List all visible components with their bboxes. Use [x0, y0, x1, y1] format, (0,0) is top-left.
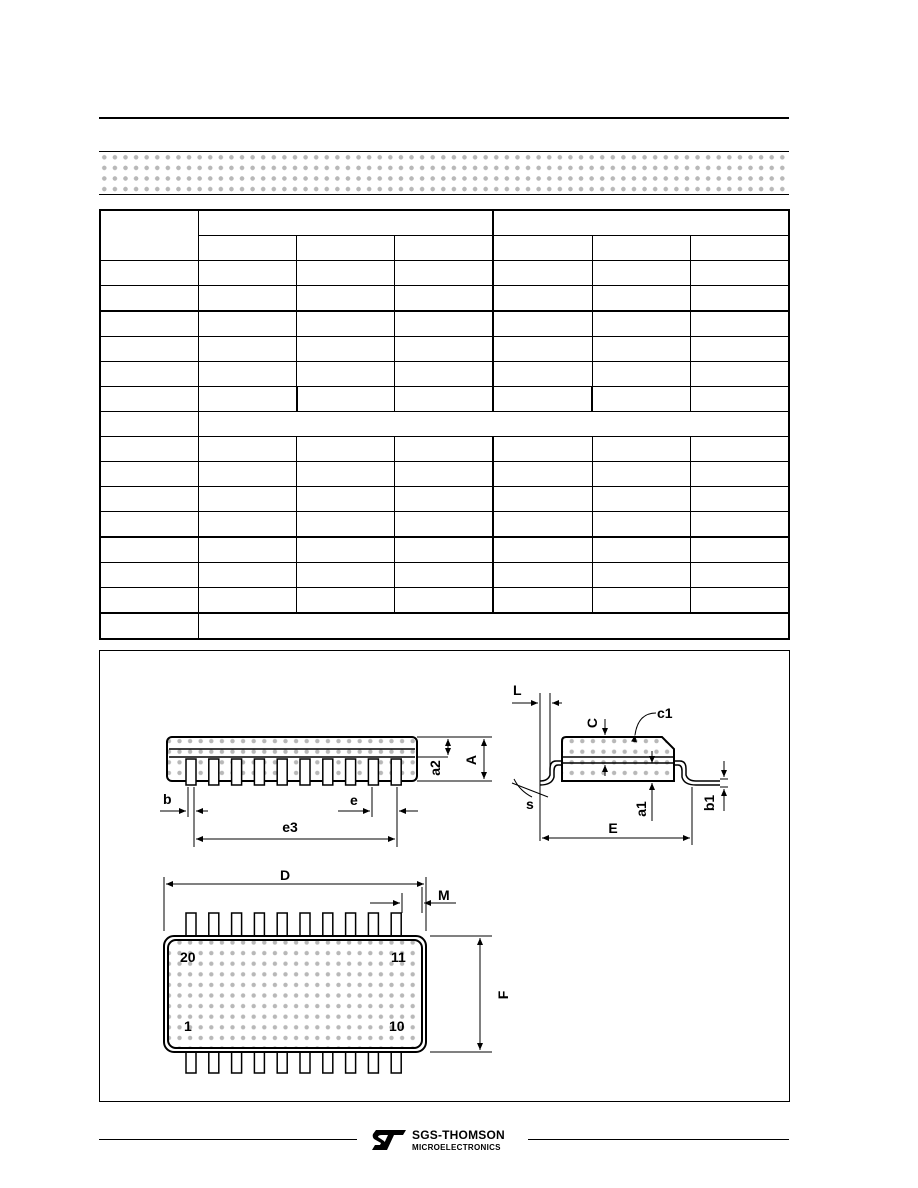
side-lead: [391, 759, 401, 785]
bottom-lead: [368, 1051, 378, 1073]
label-C: C: [584, 717, 600, 729]
table-row: [100, 537, 789, 563]
package-outline-svg: [100, 651, 789, 1101]
top-view-leads-top: [186, 913, 401, 937]
label-a1: a1: [633, 801, 649, 817]
header-cell-inch: [493, 210, 789, 236]
pin-label-10: 10: [389, 1018, 405, 1034]
table-row-merged: [100, 613, 789, 639]
table-row: [100, 588, 789, 614]
footer-rule-right: [528, 1139, 789, 1140]
side-view: [160, 737, 492, 847]
table-row-merged: [100, 412, 789, 437]
header-cell-mm: [198, 210, 493, 236]
footer-rule-left: [99, 1139, 357, 1140]
table-row: [100, 337, 789, 362]
label-F: F: [495, 990, 511, 1000]
end-view: [512, 682, 728, 845]
top-view: [164, 867, 511, 1073]
table-row: [100, 487, 789, 512]
top-lead: [277, 913, 287, 937]
table-cell: [395, 236, 493, 261]
label-L: L: [513, 682, 522, 698]
table-cell: [691, 236, 789, 261]
side-lead: [277, 759, 287, 785]
table-row: [100, 462, 789, 487]
label-D: D: [279, 867, 291, 883]
top-view-leads-bottom: [186, 1051, 401, 1073]
top-view-body: [168, 940, 422, 1048]
label-M: M: [438, 887, 450, 903]
package-drawing: [99, 650, 790, 1102]
side-lead: [232, 759, 242, 785]
table-header-row: [100, 210, 789, 236]
bottom-lead: [254, 1051, 264, 1073]
st-logo-icon: [370, 1127, 410, 1153]
table-row: [100, 286, 789, 312]
pin-label-11: 11: [391, 949, 406, 965]
table-row: [100, 362, 789, 387]
bottom-lead: [277, 1051, 287, 1073]
bottom-lead: [209, 1051, 219, 1073]
side-view-body: [167, 737, 417, 781]
label-e: e: [350, 792, 358, 808]
side-lead: [323, 759, 333, 785]
top-lead: [323, 913, 333, 937]
table-row: [100, 261, 789, 286]
top-lead: [391, 913, 401, 937]
side-lead: [300, 759, 310, 785]
bottom-lead: [323, 1051, 333, 1073]
bottom-lead: [300, 1051, 310, 1073]
table-cell: [297, 236, 395, 261]
side-lead: [186, 759, 196, 785]
brand-subtitle: MICROELECTRONICS: [412, 1143, 501, 1152]
table-subheader-row: [100, 236, 789, 261]
label-b1: b1: [701, 794, 717, 812]
side-lead: [209, 759, 219, 785]
top-lead: [368, 913, 378, 937]
table-row: [100, 437, 789, 462]
label-c1: c1: [657, 705, 673, 721]
top-lead: [346, 913, 356, 937]
side-lead: [346, 759, 356, 785]
label-e3: e3: [282, 819, 298, 835]
brand-name: SGS-THOMSON: [412, 1128, 505, 1142]
bottom-lead: [186, 1051, 196, 1073]
side-lead: [368, 759, 378, 785]
header-cell-dim: [100, 210, 198, 261]
table-cell: [493, 236, 592, 261]
bottom-lead: [232, 1051, 242, 1073]
label-b: b: [163, 791, 172, 807]
table-row: [100, 512, 789, 538]
side-lead: [254, 759, 264, 785]
bottom-lead: [346, 1051, 356, 1073]
label-E: E: [608, 820, 618, 836]
label-a2: a2: [427, 760, 443, 776]
label-s: s: [526, 796, 534, 812]
table-row: [100, 387, 789, 412]
header-rule: [99, 117, 789, 119]
pin-label-20: 20: [180, 949, 196, 965]
top-lead: [300, 913, 310, 937]
table-cell: [592, 236, 690, 261]
top-lead: [209, 913, 219, 937]
top-lead: [232, 913, 242, 937]
table-row: [100, 563, 789, 588]
pin-label-1: 1: [184, 1018, 192, 1034]
label-A: A: [463, 754, 479, 766]
top-lead: [186, 913, 196, 937]
dimensions-table: [99, 209, 790, 640]
title-bar: [99, 151, 789, 195]
table-cell: [198, 236, 296, 261]
end-view-body: [562, 737, 674, 781]
table-row: [100, 311, 789, 337]
top-lead: [254, 913, 264, 937]
bottom-lead: [391, 1051, 401, 1073]
